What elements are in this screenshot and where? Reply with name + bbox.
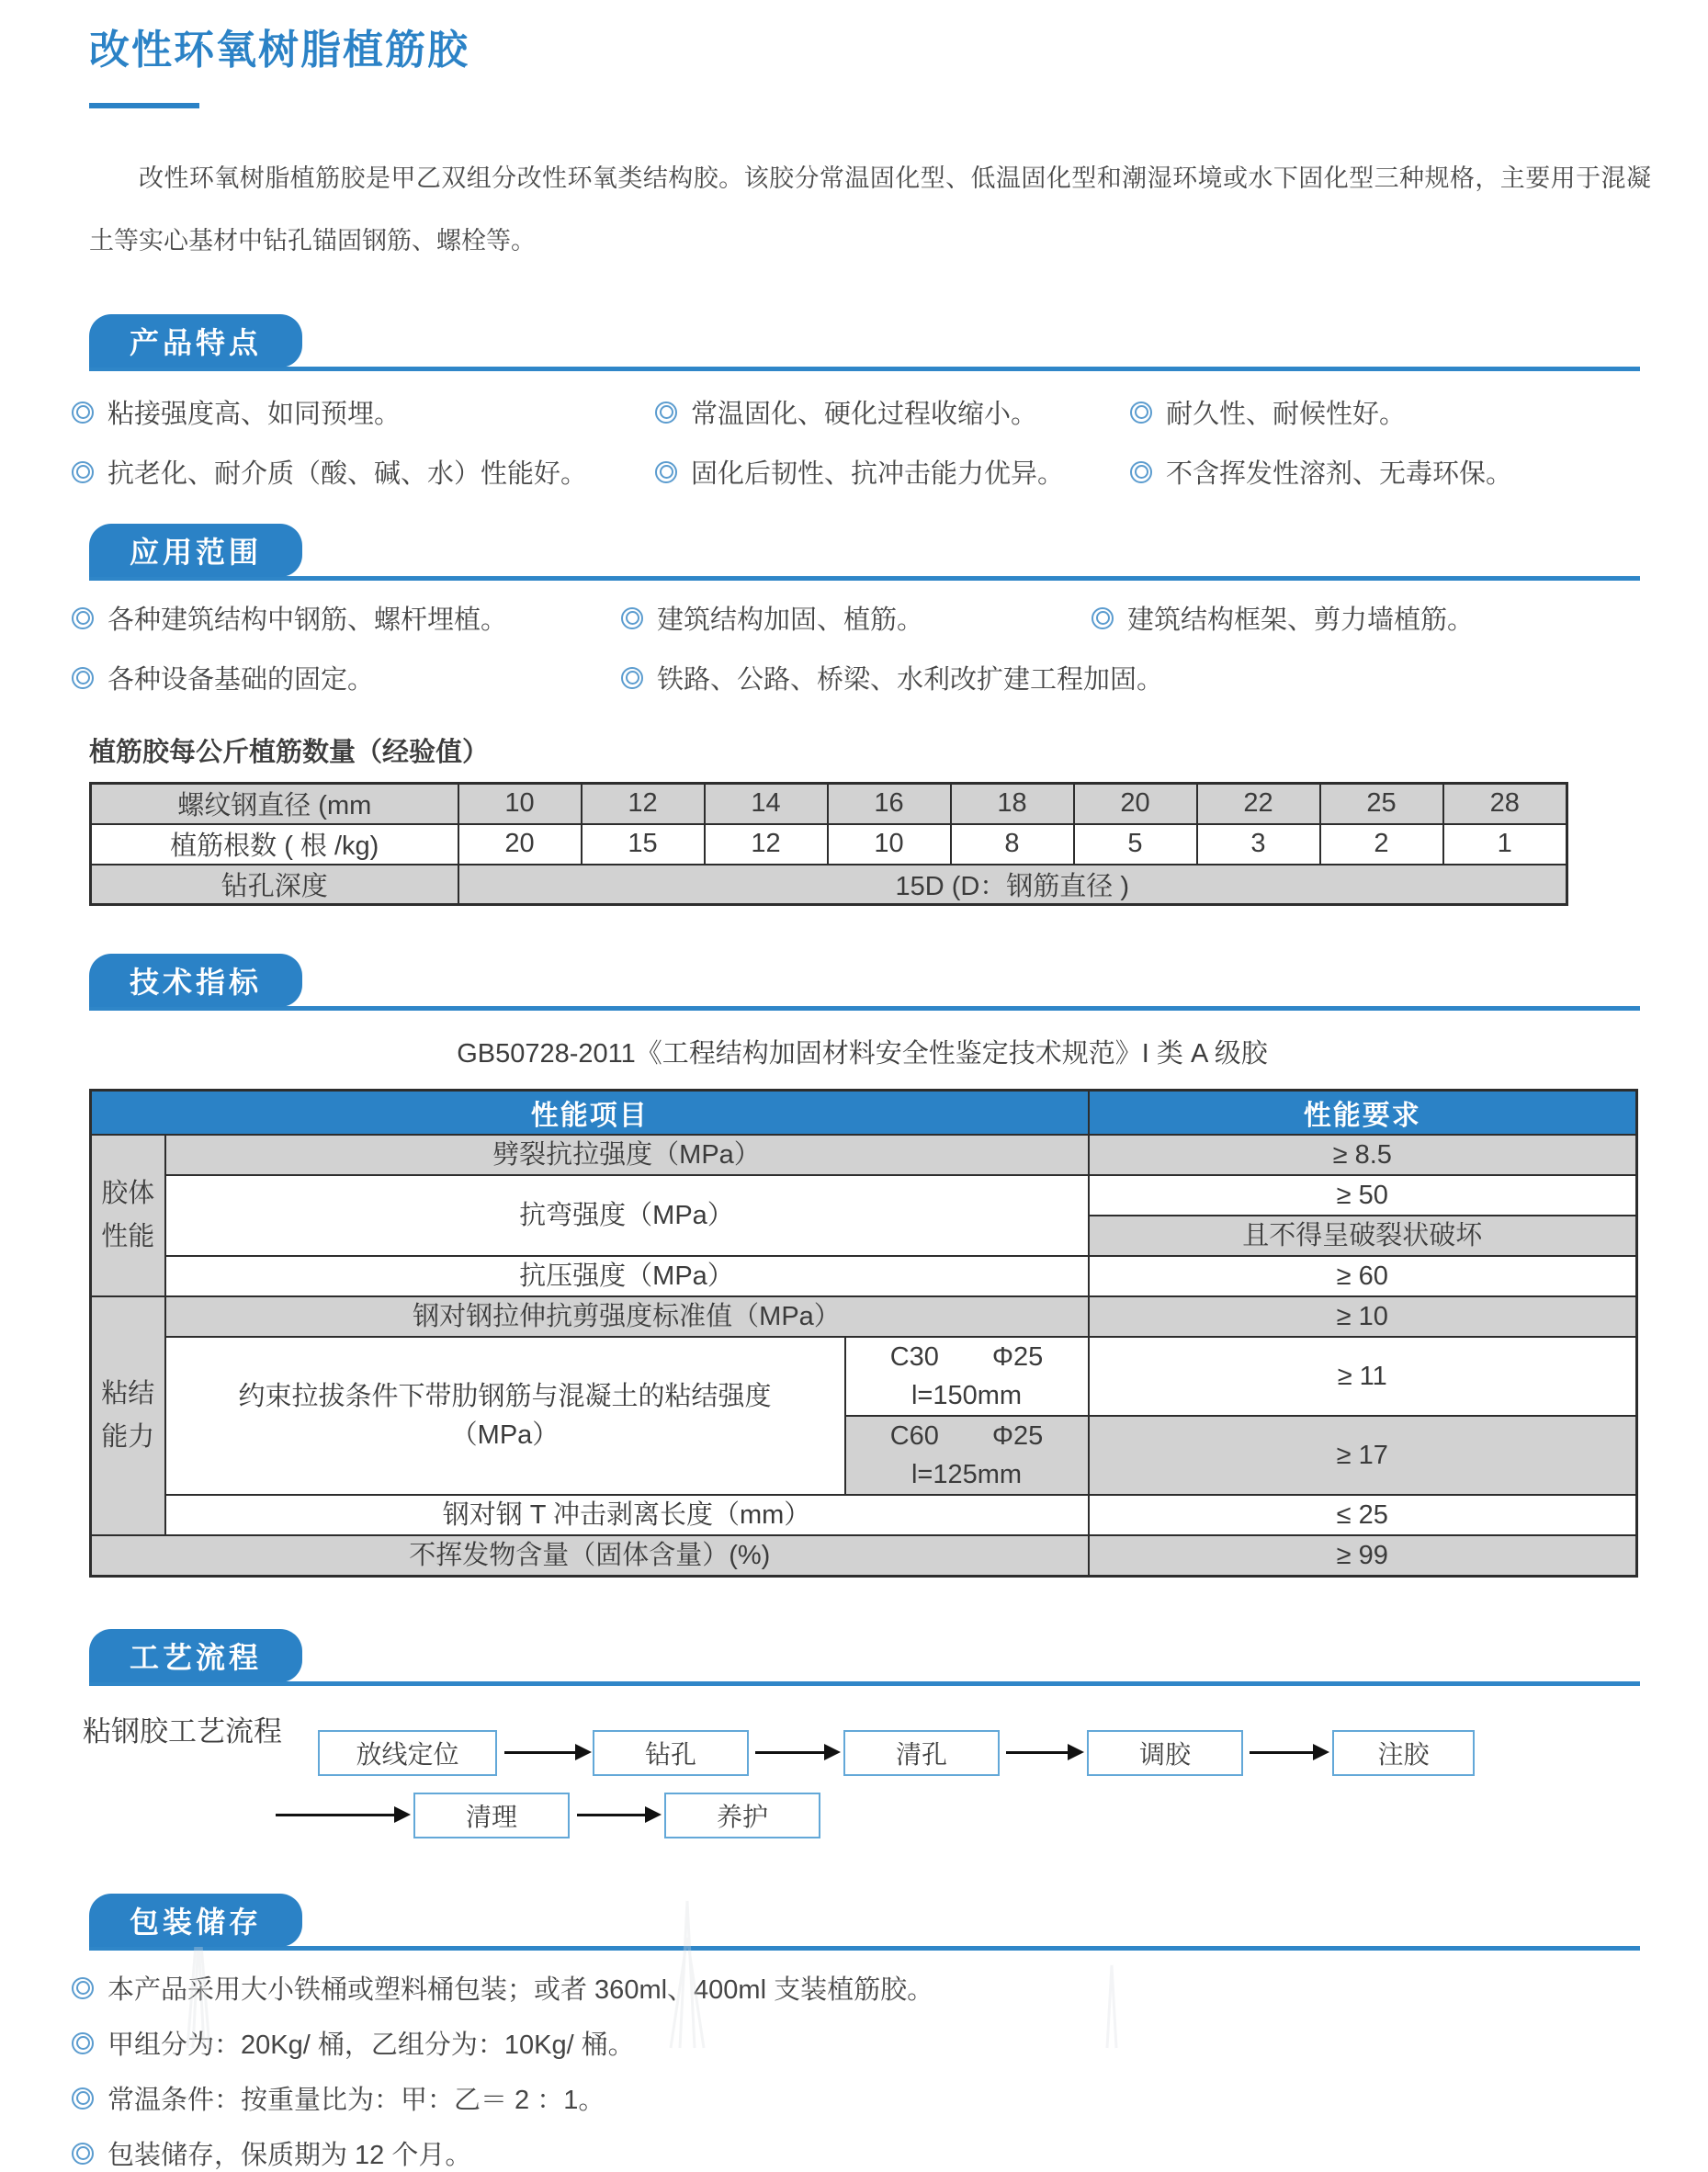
list-item — [72, 2134, 1708, 2172]
list-item — [72, 1969, 1708, 2007]
packaging-tab — [89, 1894, 302, 1947]
section-header-process — [89, 1629, 1640, 1686]
flow-arrow — [577, 1814, 646, 1816]
double-circle-bullet-icon — [72, 1977, 94, 1999]
requirement-value: 且不得呈破裂状破坏 — [1089, 1216, 1637, 1256]
page-title: 改性环氧树脂植筋胶 — [89, 28, 469, 73]
requirement-value: ≥ 99 — [1089, 1535, 1637, 1577]
list-item — [72, 659, 621, 696]
requirement-value: ≥ 17 — [1089, 1416, 1637, 1495]
double-circle-bullet-icon — [72, 2087, 94, 2110]
process-tab — [89, 1629, 302, 1682]
double-circle-bullet-icon — [72, 402, 94, 424]
section-header-applications — [89, 524, 1640, 581]
requirement-value: ≤ 25 — [1089, 1495, 1637, 1535]
double-circle-bullet-icon — [1130, 461, 1152, 483]
property-column-header: 性能项目 — [91, 1091, 1089, 1135]
application-text: 各种建筑结构中钢筋、螺杆埋植。 — [107, 605, 508, 635]
feature-text: 粘接强度高、如同预埋。 — [107, 400, 402, 429]
list-item — [72, 2079, 1708, 2117]
intro-paragraph: 改性环氧树脂植筋胶是甲乙双组分改性环氧类结构胶。该胶分常温固化型、低温固化型和潮湿环境或水下固化型三种规格，主要用于混凝土等实心基材中钻孔锚固钢筋、螺栓等。 — [89, 164, 1651, 255]
application-text: 各种设备基础的固定。 — [107, 665, 375, 695]
features-heading: 产品特点 — [130, 326, 263, 359]
tech-tab — [89, 954, 302, 1007]
drill-depth-value: 15D (D：钢筋直径 ) — [458, 865, 1567, 905]
flow-step-inject-glue: 注胶 — [1332, 1730, 1475, 1776]
rebar-diameter: 16 — [828, 784, 951, 824]
application-text: 建筑结构加固、植筋。 — [657, 605, 924, 635]
applications-list — [72, 599, 1708, 696]
flow-step-drill: 钻孔 — [593, 1730, 749, 1776]
requirement-value: ≥ 11 — [1089, 1337, 1637, 1416]
c30-length: l=150mm — [911, 1380, 1023, 1410]
list-item — [621, 599, 1092, 637]
rebar-count: 10 — [828, 824, 951, 865]
rebar-count: 12 — [705, 824, 828, 865]
section-underline — [89, 367, 1640, 371]
requirement-column-header: 性能要求 — [1089, 1091, 1637, 1135]
packaging-list — [72, 1969, 1708, 2172]
section-header-packaging — [89, 1894, 1640, 1951]
table-row — [91, 1135, 1637, 1175]
requirement-value: ≥ 8.5 — [1089, 1135, 1637, 1175]
list-item — [1130, 393, 1708, 431]
rebar-quantity-table — [89, 782, 1568, 906]
table-row — [91, 1256, 1637, 1296]
rebar-count-label: 植筋根数 ( 根 /kg) — [91, 824, 458, 865]
requirement-value: ≥ 60 — [1089, 1256, 1637, 1296]
table-row — [91, 1535, 1637, 1577]
list-item — [1092, 599, 1708, 637]
bond-label-line1: 约束拉拔条件下带肋钢筋与混凝土的粘结强度 — [238, 1381, 772, 1411]
list-item — [655, 453, 1130, 491]
double-circle-bullet-icon — [72, 2143, 94, 2165]
bond-condition-c30 — [845, 1337, 1089, 1416]
table-header-row — [91, 1091, 1637, 1135]
process-flowchart — [0, 1695, 1708, 1872]
table-row — [91, 1495, 1637, 1535]
rebar-header-label: 螺纹钢直径 (mm — [91, 784, 458, 824]
table-row — [91, 1337, 1637, 1416]
property-label: 钢对钢 T 冲击剥离长度（mm） — [165, 1495, 1089, 1535]
rebar-diameter: 18 — [951, 784, 1074, 824]
section-underline — [89, 1006, 1640, 1011]
double-circle-bullet-icon — [1092, 607, 1114, 629]
flow-arrow — [1006, 1751, 1069, 1754]
flow-step-mix-glue: 调胶 — [1087, 1730, 1243, 1776]
rebar-table-title: 植筋胶每公斤植筋数量（经验值） — [89, 738, 490, 767]
packaging-text: 常温条件：按重量比为：甲：乙＝ 2 ：1。 — [107, 2086, 605, 2116]
features-tab — [89, 314, 302, 368]
requirement-value: ≥ 10 — [1089, 1296, 1637, 1337]
packaging-text: 本产品采用大小铁桶或塑料桶包装；或者 360ml、400ml 支装植筋胶。 — [107, 1975, 934, 2006]
flow-step-cure: 养护 — [664, 1793, 820, 1838]
double-circle-bullet-icon — [72, 667, 94, 689]
list-item — [72, 453, 655, 491]
property-label: 劈裂抗拉强度（MPa） — [165, 1135, 1089, 1175]
double-circle-bullet-icon — [72, 607, 94, 629]
property-label-bond — [165, 1337, 845, 1495]
double-circle-bullet-icon — [655, 461, 677, 483]
rebar-diameter: 20 — [1074, 784, 1197, 824]
flowchart-label: 粘钢胶工艺流程 — [83, 1715, 282, 1748]
rebar-count: 5 — [1074, 824, 1197, 865]
application-text: 建筑结构框架、剪力墙植筋。 — [1127, 605, 1475, 635]
rebar-count: 2 — [1320, 824, 1443, 865]
rebar-diameter: 12 — [582, 784, 705, 824]
double-circle-bullet-icon — [1130, 402, 1152, 424]
flow-step-clean-hole: 清孔 — [843, 1730, 1000, 1776]
feature-text: 固化后韧性、抗冲击能力优异。 — [691, 459, 1065, 489]
rebar-diameter: 28 — [1443, 784, 1567, 824]
list-item — [655, 393, 1130, 431]
double-circle-bullet-icon — [72, 2032, 94, 2054]
bond-label-line2: （MPa） — [450, 1420, 560, 1450]
packaging-text: 包装储存，保质期为 12 个月。 — [107, 2141, 472, 2171]
rebar-diameter: 14 — [705, 784, 828, 824]
requirement-value: ≥ 50 — [1089, 1175, 1637, 1216]
tech-table-caption: GB50728-2011《工程结构加固材料安全性鉴定技术规范》I 类 A 级胶 — [457, 1039, 1268, 1069]
double-circle-bullet-icon — [655, 402, 677, 424]
property-label: 不挥发物含量（固体含量）(%) — [91, 1535, 1089, 1577]
section-header-tech — [89, 954, 1640, 1011]
application-text: 铁路、公路、桥梁、水利改扩建工程加固。 — [657, 665, 1164, 695]
flow-arrow — [755, 1751, 825, 1754]
features-list — [72, 393, 1708, 491]
packaging-text: 甲组分为：20Kg/ 桶，乙组分为：10Kg/ 桶。 — [107, 2031, 635, 2061]
flow-step-clean-up: 清理 — [413, 1793, 570, 1838]
rebar-diameter: 25 — [1320, 784, 1443, 824]
flow-step-layout: 放线定位 — [318, 1730, 497, 1776]
table-row — [91, 1296, 1637, 1337]
c30-spec: C30 Φ25 — [889, 1341, 1044, 1372]
feature-text: 不含挥发性溶剂、无毒环保。 — [1166, 459, 1513, 489]
list-item — [621, 659, 1164, 696]
group-label-bonding: 粘结能力 — [91, 1296, 165, 1535]
applications-heading: 应用范围 — [130, 536, 263, 569]
table-row — [91, 824, 1567, 865]
drill-depth-label: 钻孔深度 — [91, 865, 458, 905]
list-item — [1130, 453, 1708, 491]
rebar-diameter: 10 — [458, 784, 582, 824]
section-underline — [89, 576, 1640, 581]
section-underline — [89, 1681, 1640, 1686]
flow-arrow — [1250, 1751, 1314, 1754]
property-label: 钢对钢拉伸抗剪强度标准值（MPa） — [165, 1296, 1089, 1337]
list-item — [72, 393, 655, 431]
section-underline — [89, 1946, 1640, 1951]
table-row — [91, 865, 1567, 905]
flow-arrow — [504, 1751, 576, 1754]
c60-spec: C60 Φ25 — [889, 1420, 1044, 1451]
table-row — [91, 784, 1567, 824]
rebar-count: 1 — [1443, 824, 1567, 865]
tech-heading: 技术指标 — [130, 966, 263, 999]
property-label: 抗弯强度（MPa） — [165, 1175, 1089, 1256]
datasheet-page — [0, 17, 1708, 2171]
property-label: 抗压强度（MPa） — [165, 1256, 1089, 1296]
feature-text: 耐久性、耐候性好。 — [1166, 400, 1407, 429]
list-item — [72, 2024, 1708, 2062]
feature-text: 抗老化、耐介质（酸、碱、水）性能好。 — [107, 459, 588, 489]
rebar-count: 20 — [458, 824, 582, 865]
c60-length: l=125mm — [911, 1459, 1023, 1489]
rebar-count: 3 — [1197, 824, 1320, 865]
applications-tab — [89, 524, 302, 577]
double-circle-bullet-icon — [621, 667, 643, 689]
tech-spec-table — [89, 1089, 1638, 1578]
group-label-colloid: 胶体性能 — [91, 1135, 165, 1296]
list-item — [72, 599, 621, 637]
feature-text: 常温固化、硬化过程收缩小。 — [691, 400, 1038, 429]
process-heading: 工艺流程 — [130, 1641, 263, 1675]
section-header-features — [89, 314, 1640, 371]
title-underline-dash — [89, 103, 199, 108]
double-circle-bullet-icon — [72, 461, 94, 483]
bond-condition-c60 — [845, 1416, 1089, 1495]
flow-arrow — [276, 1814, 395, 1816]
packaging-heading: 包装储存 — [130, 1906, 263, 1940]
rebar-diameter: 22 — [1197, 784, 1320, 824]
rebar-count: 15 — [582, 824, 705, 865]
double-circle-bullet-icon — [621, 607, 643, 629]
table-row — [91, 1175, 1637, 1216]
rebar-count: 8 — [951, 824, 1074, 865]
